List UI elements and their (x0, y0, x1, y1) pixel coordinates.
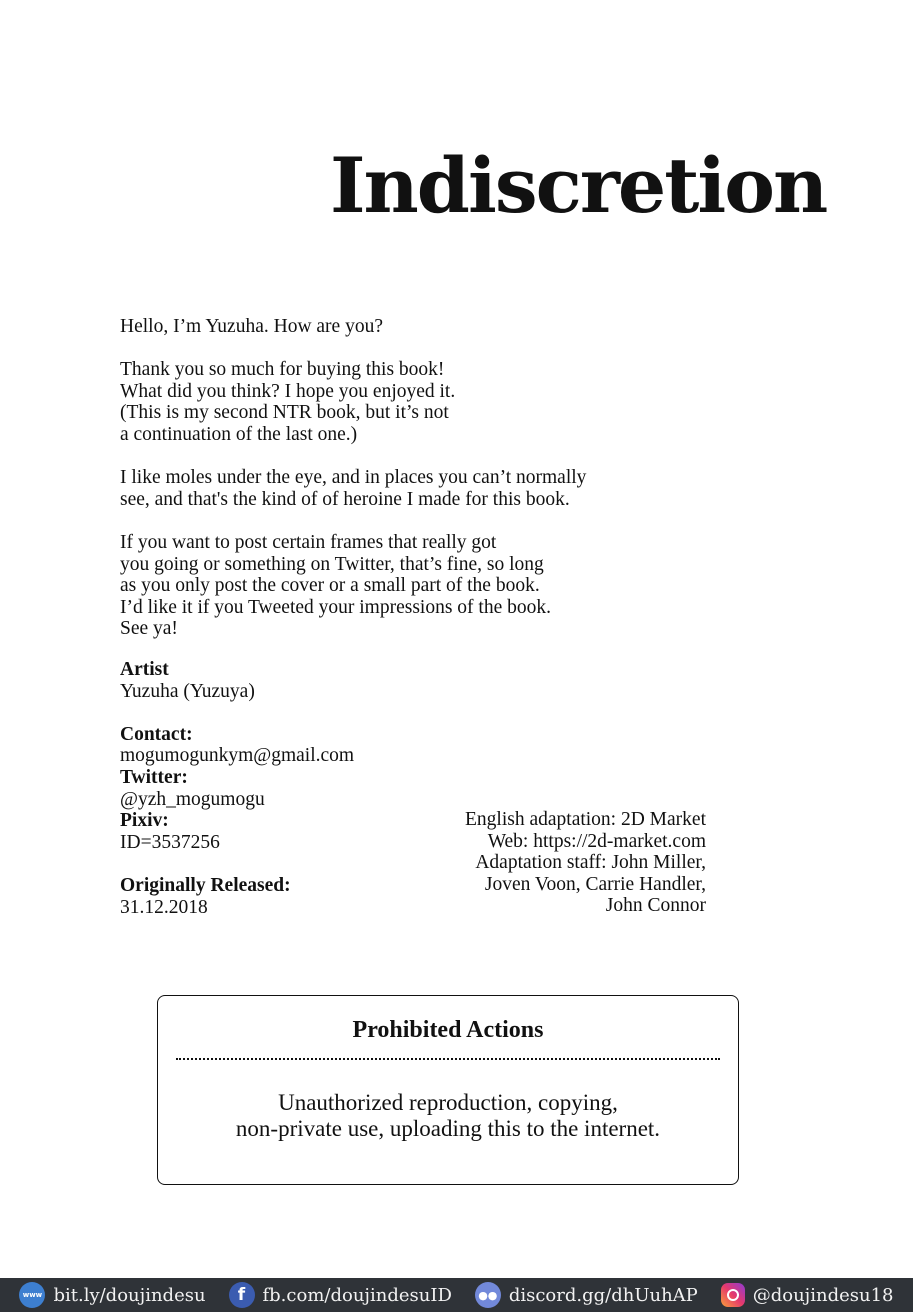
artist-value: Yuzuha (Yuzuya) (120, 680, 255, 702)
instagram-lens-shape (727, 1289, 739, 1301)
spacer (120, 853, 354, 875)
paragraph (120, 359, 720, 445)
prohibited-actions-box (157, 995, 739, 1185)
footer-link-website[interactable] (19, 1282, 205, 1308)
contact-email: mogumogunkym@gmail.com (120, 745, 355, 767)
adaptation-line: Web: https://2d-market.com (487, 830, 706, 852)
twitter-handle: @yzh_mogumogu (120, 788, 265, 810)
prohibited-text (158, 1090, 738, 1142)
text-line: What did you think? I hope you enjoyed it. (120, 380, 456, 402)
paragraph (120, 316, 720, 338)
footer-link-label: bit.ly/doujindesu (53, 1284, 206, 1306)
instagram-icon (721, 1283, 745, 1307)
paragraph (120, 532, 720, 640)
footer-link-instagram[interactable] (721, 1283, 894, 1307)
text-line: Thank you so much for buying this book! (120, 359, 445, 381)
adaptation-line: English adaptation: 2D Market (465, 809, 706, 830)
credits-block (120, 659, 354, 918)
facebook-icon: f (229, 1282, 255, 1308)
footer-link-facebook[interactable] (229, 1282, 452, 1308)
released-date: 31.12.2018 (120, 896, 208, 918)
www-globe-icon: www (19, 1282, 45, 1308)
author-note (120, 316, 720, 662)
prohibited-title: Prohibited Actions (352, 1017, 544, 1043)
text-line: see, and that's the kind of of heroine I made for this book. (120, 488, 570, 510)
footer-bar (0, 1278, 913, 1312)
spacer (120, 702, 354, 724)
twitter-label: Twitter: (120, 766, 188, 788)
prohibited-line: Unauthorized reproduction, copying, (278, 1090, 618, 1115)
released-label: Originally Released: (120, 874, 291, 896)
text-line: you going or something on Twitter, that’s fine, so long (120, 553, 544, 575)
footer-link-label: @doujindesu18 (752, 1284, 894, 1306)
adaptation-line: Adaptation staff: John Miller, (475, 852, 706, 874)
text-line: I like moles under the eye, and in places you can’t normally (120, 467, 587, 489)
footer-link-discord[interactable] (475, 1282, 698, 1308)
text-line: See ya! (120, 618, 178, 640)
discord-icon: ●● (475, 1282, 501, 1308)
text-line: (This is my second NTR book, but it’s not (120, 402, 449, 424)
text-line: as you only post the cover or a small part of the book. (120, 575, 540, 597)
footer-link-label: fb.com/doujindesuID (262, 1284, 452, 1306)
text-line: a continuation of the last one.) (120, 423, 358, 445)
pixiv-label: Pixiv: (120, 810, 169, 832)
artist-label: Artist (120, 659, 169, 680)
pixiv-id: ID=3537256 (120, 831, 220, 853)
text-line: I’d like it if you Tweeted your impressions of the book. (120, 596, 551, 618)
adaptation-line: Joven Voon, Carrie Handler, (484, 873, 706, 895)
dotted-divider (176, 1054, 720, 1060)
contact-label: Contact: (120, 723, 193, 745)
adaptation-line: John Connor (605, 895, 706, 917)
footer-link-label: discord.gg/dhUuhAP (508, 1284, 698, 1306)
prohibited-line: non-private use, uploading this to the internet. (235, 1116, 661, 1141)
adaptation-credits (465, 809, 706, 917)
text-line: Hello, I’m Yuzuha. How are you? (120, 316, 383, 337)
text-line: If you want to post certain frames that really got (120, 531, 497, 553)
paragraph (120, 467, 720, 510)
page-title: Indiscretion (330, 141, 827, 230)
